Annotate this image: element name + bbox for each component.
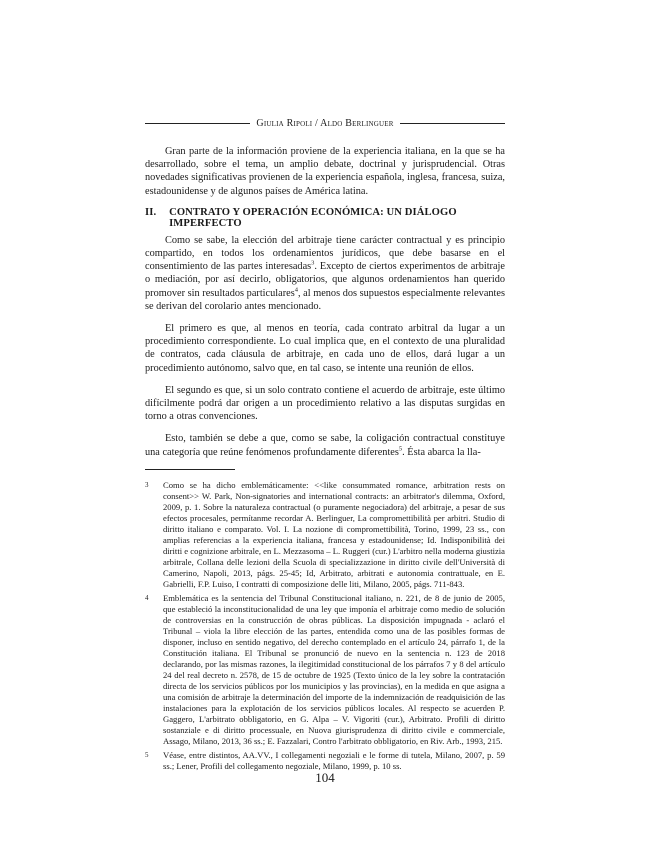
footnote-number: 3: [145, 480, 149, 489]
paragraph-4-part-a: Esto, también se debe a que, como se sabe, la coligación contractual constituye una categoría que reúne fenómenos profundamente diferentes: [145, 433, 505, 458]
page-number: 104: [315, 770, 335, 785]
intro-paragraph: Gran parte de la información proviene de la experiencia italiana, en la que se ha desarrollado, sobre el tema, un amplio debate, doctrinal y jurisprudencial. Otras novedades significativas provienen de la experiencia española, inglesa, francesa, suiza, estadounidense y de algunos países de América latina.: [145, 146, 505, 197]
running-title: Giulia Ripoli / Aldo Berlinguer: [256, 118, 394, 129]
paragraph-1-part-c: , al menos dos supuestos especialmente relevantes se derivan del corolario antes mencionado.: [145, 287, 505, 312]
page-content: [145, 118, 505, 775]
footnote-ref-3[interactable]: 3: [311, 259, 315, 267]
paragraph-2: El primero es que, al menos en teoría, cada contrato arbitral da lugar a un procedimiento correspondiente. Lo cual implica que, en el contexto de una pluralidad de contratos, cada cláusula de arbitraje, en cada uno de ellos, dará lugar a un procedimiento autónomo, salvo que, en tal caso, se intente una reunión de ellos.: [145, 323, 505, 374]
section-number: II.: [145, 206, 157, 218]
footnote-4: [145, 593, 505, 747]
footnote-3: [145, 480, 505, 590]
footnote-ref-5[interactable]: 5: [398, 445, 403, 453]
paragraph-1: [145, 234, 505, 313]
section-heading: [145, 207, 505, 229]
footnote-text: Véase, entre distintos, AA.VV., I collegamenti negoziali e le forme di tutela, Milano, 2007, p. 59 ss.; Lener, Profili del collegamento negoziale, Milano, 1999, p. 10 ss.: [163, 749, 505, 771]
running-header: [145, 118, 505, 129]
paragraph-3: El segundo es que, si un solo contrato contiene el acuerdo de arbitraje, este último difícilmente podrá dar origen a un procedimiento relativo a las disputas surgidas en torno a otras convenciones.: [145, 384, 505, 423]
paragraph-4-part-b: . Ésta abarca la lla-: [402, 446, 481, 458]
paragraph-1-part-b: . Excepto de ciertos experimentos de arbitraje o mediación, por así decirlo, obligatorios, que algunos ordenamientos han querido promover sin resultados particulares: [145, 261, 505, 299]
footnote-ref-4[interactable]: 4: [294, 286, 298, 294]
footnote-text: Emblemática es la sentencia del Tribunal Constitucional italiano, n. 221, de 8 de junio de 2005, que estableció la inconstitucionalidad de una ley que imponía el arbitraje como medio de solución de controversias en la construcción de obras públicas. La disposición impugnada - aclaró el Tribunal – viola la libre elección de las partes, entendida como una de las posibles formas de disponer, incluso en sentido negativo, del derecho contemplado en el artículo 24, párrafo 1, de la Constitución italiana. El Tribunal se pronunció de nuevo en la sentencia n. 123 de 2018 declarando, por las mismas razones, la ilegitimidad constitucional de los párrafos 7 y 8 del artículo 24 del real decreto n. 2578, de 15 de octubre de 1925 (Texto único de la ley sobre la contratación directa de los servicios públicos por los municipios y las provincias), en la medida en que asigna a una comisión de arbitraje la determinación del importe de la indemnización de readquisición de las instalaciones para la explotación de los servicios públicos locales. Al respecto se acuerden P. Gaggero, L'arbitrato obbligatorio, en G. Alpa – V. Vigoriti (cur.), Arbitrato. Profili di diritto sostanziale e di diritto processuale, en Nuova giurisprudenza di diritto civile e commerciale, Assago, Milano, 2013, 36 ss.; E. Fazzalari, Contro l'arbitrato obbligatorio, en Riv. Arb., 1993, 215.: [163, 592, 505, 746]
footnote-text: Como se ha dicho emblemáticamente: <<like consummated romance, arbitration rests on consent>> W. Park, Non-signatories and international contracts: an arbitrator's dilemma, Oxford, 2009, p. 1. Sobre la naturaleza contractual (o puramente negociadora) del arbitraje, a pesar de sus efectos procesales, permítanme recordar A. Berlinguer, La compromettibilità per arbitri. Studio di diritto italiano e comparato. Vol. I. La nozione di compromettibilità, Torino, 1999, 23 ss., con amplias referencias a la experiencia italiana, francesa y estadounidense; Id. Indisponibilità dei diritti e cognizione arbitrale, en L. Mezzasoma – L. Ruggeri (cur.) L'arbitro nella moderna giustizia arbitrale, Collana delle lezioni della Scuola di specializzazione in diritto civile dell'Università di Camerino, Napoli, 2013, págs. 25-45; Id, Arbitrato, arbitrati e autonomia contrattuale, en E. Gabrielli, F.P. Luiso, I contratti di composizione delle liti, Milano, 2005, págs. 711-843.: [163, 479, 505, 589]
footnote-separator: [145, 469, 235, 470]
header-rule-left: [145, 123, 250, 124]
paragraph-1-part-a: Como se sabe, la elección del arbitraje tiene carácter contractual y es principio compartido, en todos los ordenamientos jurídicos, que debe basarse en el consentimiento de las partes interesadas: [145, 234, 505, 273]
header-rule-right: [400, 123, 505, 124]
paragraph-4: [145, 432, 505, 458]
footnote-5: [145, 750, 505, 772]
footnote-number: 5: [145, 750, 149, 759]
footnote-number: 4: [145, 593, 149, 602]
section-title: CONTRATO Y OPERACIÓN ECONÓMICA: UN DIÁLOGO IMPERFECTO: [169, 206, 457, 229]
